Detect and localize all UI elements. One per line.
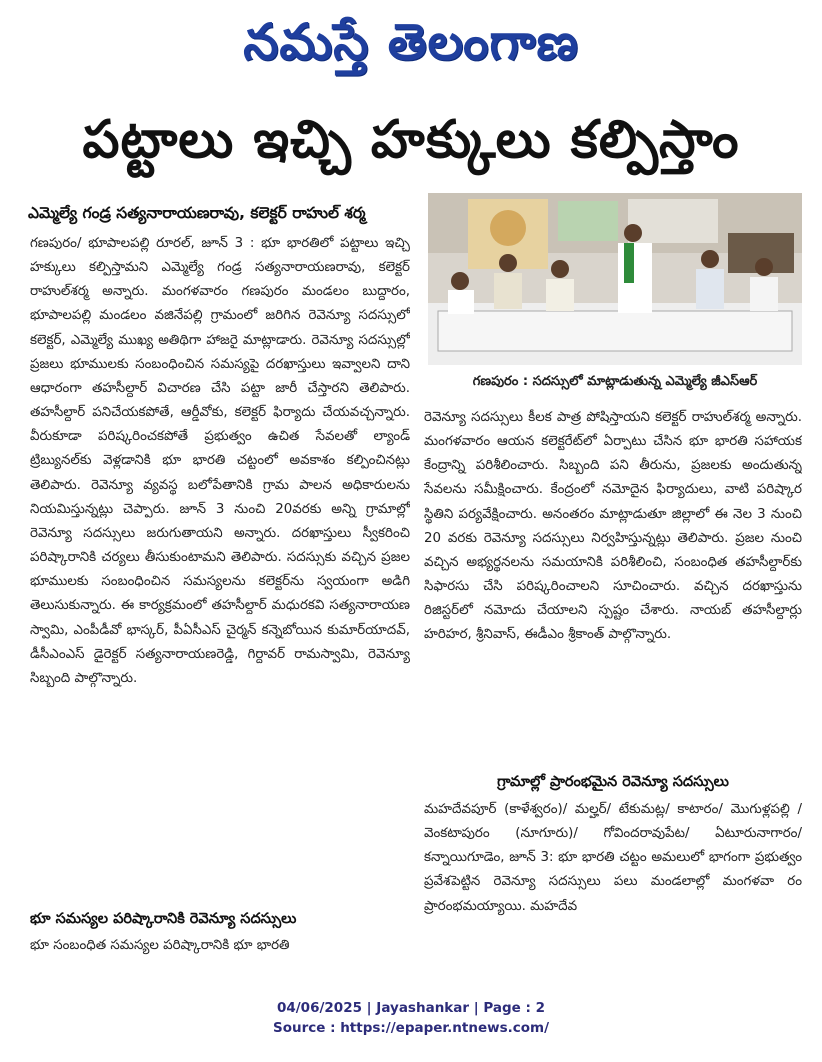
right-body-text-2: మహదేవపూర్ (కాళేశ్వరం)/ మల్హర్/ టేకుమట్ల/ కాటారం/ మొగుళ్లపల్లి / వెంకటాపురం (నూగూరు)/ గోవిందరావుపేట/ ఏటూరునాగారం/కన్నాయిగూడెం, జూన్ 3: భూ భారతి చట్టం అమలులో భాగంగా ప్రభుత్వం ప్రవేశపెట్టిన రెవెన్యూ సదస్సులు పలు మండలాల్లో మంగళవా రం ప్రారంభమయ్యాయి. మహదేవ — [424, 802, 802, 914]
article-subhead: ఎమ్మెల్యే గండ్ర సత్యనారాయణరావు, కలెక్టర్ రాహుల్ శర్మ — [28, 204, 366, 222]
right-body-text: రెవెన్యూ సదస్సులు కీలక పాత్ర పోషిస్తాయని కలెక్టర్ రాహుల్‌శర్మ అన్నారు. మంగళవారం ఆయన కలెక్టరేట్‌లో ఏర్పాటు చేసిన భూ భారతి సహాయక కేంద్రాన్ని పరిశీలించారు. సిబ్బంది పని తీరును, ప్రజలకు అందుతున్న సేవలను సమీక్షించారు. కేంద్రంలో నమోదైన ఫిర్యాదులు, వాటి పరిష్కార స్థితిని పర్యవేక్షించారు. అనంతరం మాట్లాడుతూ జిల్లాలో ఈ నెల 3 నుంచి 20 వరకు రెవెన్యూ సదస్సులు నిర్వహిస్తున్నట్లు తెలిపారు. ప్రజల నుంచి వచ్చిన అభ్యర్థనలను సమయానికి పరిశీలించి, సంబంధిత తహసీల్దార్‌కు సిఫారసు చేసి పరిష్కరించాలని సూచించారు. వచ్చిన దరఖాస్తును రిజిస్టర్‌లో నమోదు చేయాలని స్పష్టం చేశారు. నాయబ్ తహసీల్దార్లు హరిహర, శ్రీనివాస్, ఈడీఎం శ్రీకాంత్ పాల్గొన్నారు. — [424, 410, 802, 643]
masthead-logo: నమస్తే తెలంగాణ — [243, 12, 579, 71]
left-body-text: గణపురం/ భూపాలపల్లి రూరల్, జూన్ 3 : భూ భారతిలో పట్టాలు ఇచ్చి హక్కులు కల్పిస్తామని ఎమ్మెల్యే గండ్ర సత్యనారాయణరావు, కలెక్టర్ రాహుల్‌శర్మ అన్నారు. మంగళవారం గణపురం మండలం బుద్దారం, భూపాలపల్లి మండలం వజినేపల్లి గ్రామంలో జరిగిన రెవెన్యూ సదస్సులో కలెక్టర్, ఎమ్మెల్యే ముఖ్య అతిథిగా హాజరై మాట్లాడారు. రెవెన్యూ సదస్సుల్లో ప్రజలు భూములకు సంబంధించిన సమస్యపై దరఖాస్తులు ఇవ్వాలని దాని ఆధారంగా తహసీల్దార్ విచారణ చేసి పట్టా జారీ చేస్తారని తెలిపారు. తహసీల్దార్ పనిచేయకపోతే, ఆర్డీవోకు, కలెక్టర్ ఫిర్యాదు చేయవచ్చన్నారు. వీరుకూడా పరిష్కరించకపోతే ప్రభుత్వం ఉచిత సేవలతో ల్యాండ్ ట్రిబ్యునల్‌కు వెళ్లడానికి భూ భారతి చట్టంలో అవకాశం కల్పించినట్లు తెలిపారు. రెవెన్యూ వ్యవస్థ బలోపేతానికి గ్రామ పాలన అధికారులను నియమిస్తున్నట్లు చెప్పారు. జూన్ 3 నుంచి 20వరకు అన్ని గ్రామాల్లో రెవెన్యూ సదస్సులు జరుగుతాయని అన్నారు. దరఖాస్తులు స్వీకరించి పరిష్కారానికి చర్యలు తీసుకుంటామని తెలిపారు. సదస్సుకు వచ్చిన ప్రజల భూములకు సంబంధించిన సమస్యలను కలెక్టర్‌ను స్వయంగా అడిగి తెలుసుకున్నారు. ఈ కార్యక్రమంలో తహసీల్దార్ మధురకవి సత్యనారాయణ స్వామి, ఎంపీడీవో భాస్కర్, పీఏసీఎస్ చైర్మన్ కన్నెబోయిన కుమార్‌యాదవ్, డీసీఎంఎస్ డైరెక్టర్ సత్యనారాయణరెడ్డి, గిర్దావర్ రామస్వామి, రెవెన్యూ సిబ్బంది పాల్గొన్నారు. — [30, 236, 410, 686]
right-section-subhead: గ్రామాల్లో ప్రారంభమైన రెవెన్యూ సదస్సులు — [497, 774, 729, 790]
left-section-subhead: భూ సమస్యల పరిష్కారానికి రెవెన్యూ సదస్సులు — [30, 911, 297, 927]
article-headline: పట్టాలు ఇచ్చి హక్కులు కల్పిస్తాం — [82, 110, 740, 170]
left-body-text-2: భూ సంబంధిత సమస్యల పరిష్కారానికి భూ భారతి — [30, 938, 290, 953]
news-photo — [428, 193, 802, 365]
photo-caption: గణపురం : సదస్సులో మాట్లాడుతున్న ఎమ్మెల్యే జీఎస్ఆర్ — [472, 374, 758, 389]
left-column-body — [30, 232, 410, 904]
right-column-body — [424, 406, 802, 766]
meeting-photo-illustration — [428, 193, 802, 365]
right-column-body-continued — [424, 798, 802, 968]
footer-date-edition: 04/06/2025 | Jayashankar | Page : 2 — [276, 1000, 546, 1016]
left-column-body-continued — [30, 934, 410, 964]
footer-source-link[interactable]: Source : https://epaper.ntnews.com/ — [272, 1020, 550, 1036]
